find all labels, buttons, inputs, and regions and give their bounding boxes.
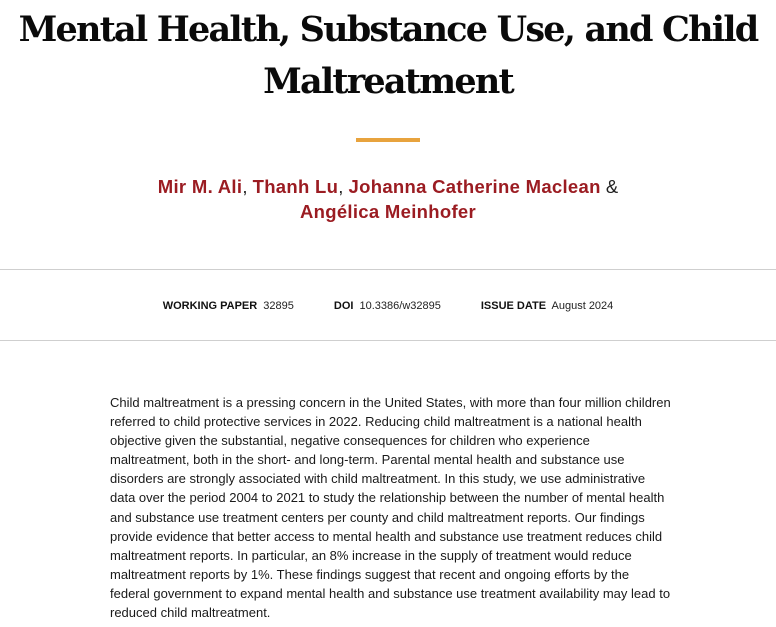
issue-date-value: August 2024 — [551, 300, 614, 312]
page-title: Mental Health, Substance Use, and Child Maltreatment — [18, 9, 758, 102]
author-list — [0, 174, 776, 224]
author-link-lu[interactable]: Thanh Lu — [252, 176, 339, 197]
issue-date-label: ISSUE DATE — [480, 300, 547, 312]
doi-meta — [334, 299, 441, 313]
author-separator: , — [242, 176, 253, 197]
working-paper-number: 32895 — [263, 300, 294, 312]
accent-divider — [356, 138, 420, 142]
author-conjunction: & — [600, 176, 619, 197]
working-paper-label: WORKING PAPER — [162, 300, 258, 312]
author-link-ali[interactable]: Mir M. Ali — [157, 176, 243, 197]
author-link-meinhofer[interactable]: Angélica Meinhofer — [299, 201, 477, 222]
doi-label: DOI — [333, 300, 354, 312]
abstract-text: Child maltreatment is a pressing concern in the United States, with more than four million children referred to child protective services in 2022. Reducing child maltreatment is a national health objective given the substantial, negative consequences for children who experience maltreatment, both in the short- and long-term. Parental mental health and substance use disorders are strongly associated with child maltreatment. In this study, we use administrative data over the period 2004 to 2021 to study the relationship between the number of mental health and substance use treatment centers per county and child maltreatment reports. Our findings provide evidence that better access to mental health and substance use treatment reduces child maltreatment reports. In particular, an 8% increase in the supply of treatment would reduce maltreatment reports by 1%. These findings suggest that recent and ongoing efforts by the federal government to expand mental health and substance use treatment availability may lead to reduced child maltreatment. — [110, 395, 671, 621]
author-separator: , — [338, 176, 349, 197]
paper-metadata-row — [0, 299, 776, 313]
working-paper-meta — [163, 299, 294, 313]
issue-date-meta — [481, 299, 613, 313]
author-link-maclean[interactable]: Johanna Catherine Maclean — [348, 176, 601, 197]
doi-value: 10.3386/w32895 — [359, 300, 441, 312]
paper-metadata-band — [0, 269, 776, 341]
